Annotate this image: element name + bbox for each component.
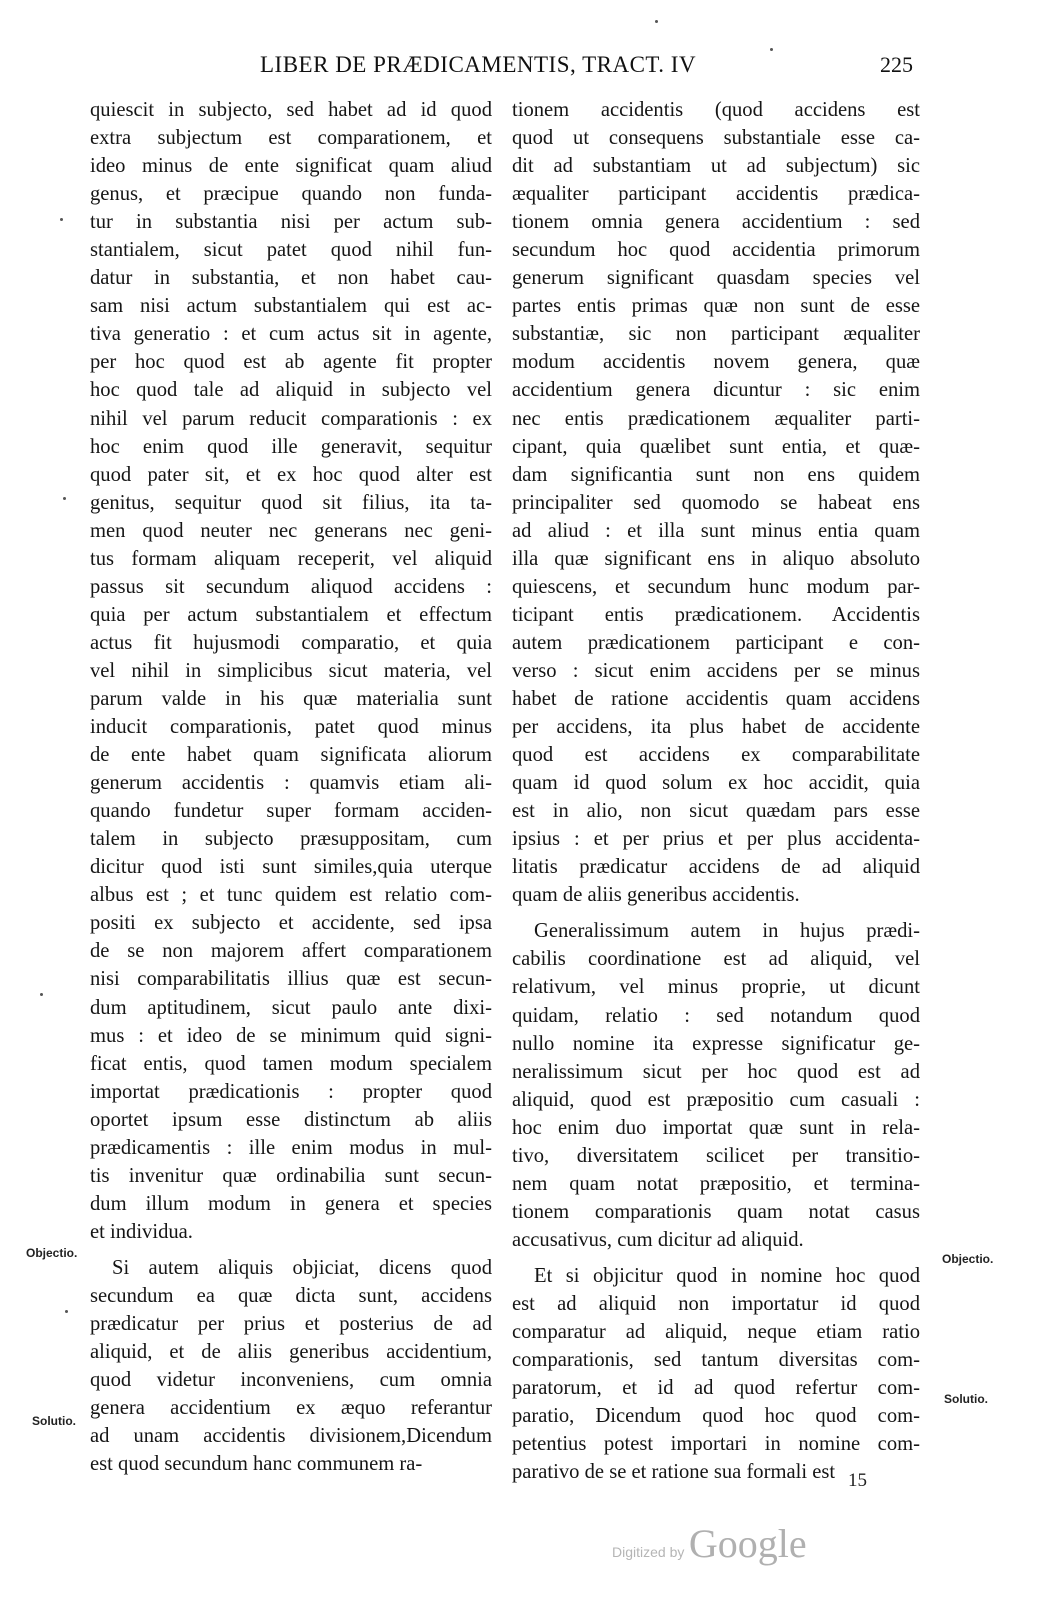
text-line: datur in substantia, et non habet cau- [90, 267, 492, 290]
text-line: paratorum, et id ad quod refertur com- [512, 1377, 920, 1400]
text-line: ficat entis, quod tamen modum specialem [90, 1052, 492, 1075]
text-line: vel nihil in simplicibus sicut materia, vel [90, 659, 492, 682]
text-line: dum illum modum in genera et species [90, 1192, 492, 1215]
text-line: ideo minus de ente significat quam aliud [90, 155, 492, 178]
text-line: quidam, relatio : sed notandum quod [512, 1004, 920, 1027]
text-line: litatis prædicatur accidens de ad aliquid [512, 856, 920, 879]
text-line: Si autem aliquis objiciat, dicens quod [112, 1256, 492, 1279]
page-number: 225 [880, 52, 913, 77]
text-line: stantialem, sicut patet quod nihil fun- [90, 239, 492, 262]
text-line: comparationis, sed tantum diversitas com- [512, 1349, 920, 1372]
text-line: sam nisi actum substantialem qui est ac- [90, 295, 492, 318]
text-line: dum aptitudinem, sicut paulo ante dixi- [90, 996, 492, 1019]
text-line: hoc enim duo importat quæ sunt in rela- [512, 1116, 920, 1139]
speck [770, 48, 773, 51]
signature-mark: 15 [848, 1470, 867, 1491]
text-line: dicitur quod isti sunt similes,quia uterque [90, 856, 492, 879]
text-line: quod pater sit, et ex hoc quod alter est [90, 463, 492, 486]
text-line: est quod secundum hanc communem ra- [90, 1453, 423, 1476]
text-line: Et si objicitur quod in nomine hoc quod [534, 1264, 920, 1287]
text-line: tivo, diversitatem scilicet per transitio- [512, 1144, 920, 1167]
text-line: ad aliud : et illa sunt minus entia quam [512, 519, 920, 542]
text-line: tis invenitur quæ ordinabilia sunt secun- [90, 1164, 492, 1187]
text-line: passus sit secundum aliquod accidens : [90, 575, 492, 598]
text-line: quam de aliis generibus accidentis. [512, 884, 800, 907]
text-line: nisi comparabilitatis illius quæ est secun- [90, 968, 492, 991]
text-line: habet de ratione accidentis quam accidens [512, 687, 920, 710]
text-line: extra subjectum est comparationem, et [90, 127, 492, 150]
text-line: prædicamentis : ille enim modus in mul- [90, 1136, 492, 1159]
text-line: quam id quod solum ex hoc accidit, quia [512, 772, 920, 795]
text-line: quando fundetur super formam acciden- [90, 800, 492, 823]
text-line: cipant, quia quælibet sunt entia, et quæ- [512, 435, 920, 458]
text-line: nec entis prædicationem æqualiter parti- [512, 407, 920, 430]
text-line: secundum ea quæ dicta sunt, accidens [90, 1284, 492, 1307]
text-line: per accidens, ita plus habet de accidente [512, 716, 920, 739]
text-line: accusativus, cum dicitur ad aliquid. [512, 1228, 804, 1251]
speck [65, 1310, 68, 1313]
text-line: modum accidentis novem genera, quæ [512, 351, 920, 374]
text-line: dit ad substantiam ut ad subjectum) sic [512, 155, 920, 178]
right-column [512, 96, 920, 1486]
text-line: ticipant entis prædicationem. Accidentis [512, 603, 920, 626]
text-line: aliquid, quod est præpositio cum casuali : [512, 1088, 920, 1111]
paragraph-gap [512, 1254, 920, 1262]
digitized-watermark [612, 1520, 807, 1567]
text-line: importat prædicationis : propter quod [90, 1080, 492, 1103]
text-line: æqualiter participant accidentis prædica- [512, 183, 920, 206]
text-line: secundum hoc quod accidentia primorum [512, 239, 920, 262]
text-line: generum accidentis : quamvis etiam ali- [90, 772, 492, 795]
margin-note-objectio-right: Objectio. [942, 1252, 994, 1266]
text-line: actus fit hujusmodi comparatio, et quia [90, 631, 492, 654]
text-line: oportet ipsum esse distinctum ab aliis [90, 1108, 492, 1131]
text-line: substantiæ, sic non participant æqualiter [512, 323, 920, 346]
text-line: tus formam aliquam receperit, vel aliquid [90, 547, 492, 570]
speck [60, 218, 63, 221]
text-line: tiva generatio : et cum actus sit in agente, [90, 323, 492, 346]
text-line: quia per actum substantialem et effectum [90, 603, 492, 626]
margin-note-solutio-left: Solutio. [32, 1414, 76, 1428]
text-line: genera accidentium ex æquo referantur [90, 1397, 492, 1420]
text-line: comparatur ad aliquid, neque etiam ratio [512, 1321, 920, 1344]
speck [63, 497, 66, 500]
text-line: relativum, vel minus proprie, ut dicunt [512, 976, 920, 999]
text-line: tionem omnia genera accidentium : sed [512, 211, 920, 234]
text-line: inducit comparationis, patet quod minus [90, 716, 492, 739]
text-line: quod videtur inconveniens, cum omnia [90, 1369, 492, 1392]
text-line: albus est ; et tunc quidem est relatio com- [90, 884, 492, 907]
paragraph-gap [90, 1246, 492, 1254]
text-line: quod ut consequens substantiale esse ca- [512, 127, 920, 150]
text-line: et individua. [90, 1220, 193, 1243]
text-line: parativo de se et ratione sua formali est [512, 1461, 836, 1484]
text-line: genitus, sequitur quod sit filius, ita ta- [90, 491, 492, 514]
text-line: neralissimum sicut per hoc quod est ad [512, 1060, 920, 1083]
text-line: parum valde in his quæ materialia sunt [90, 687, 492, 710]
text-line: tionem comparationis quam notat casus [512, 1200, 920, 1223]
text-line: tur in substantia nisi per actum sub- [90, 211, 492, 234]
margin-note-objectio-left: Objectio. [26, 1246, 78, 1260]
text-line: nem quam notat præpositio, et termina- [512, 1172, 920, 1195]
text-line: generum significant quasdam species vel [512, 267, 920, 290]
digitized-by-label: Digitized by [612, 1544, 685, 1560]
text-line: genus, et præcipue quando non funda- [90, 183, 492, 206]
text-line: accidentium genera dicuntur : sic enim [512, 379, 920, 402]
text-line: principaliter sed quomodo se habeat ens [512, 491, 920, 514]
text-line: cabilis coordinatione est ad aliquid, vel [512, 948, 920, 971]
text-line: aliquid, et de aliis generibus accidentium, [90, 1341, 492, 1364]
left-column [90, 96, 492, 1478]
text-line: men quod neuter nec generans nec geni- [90, 519, 492, 542]
text-line: ipsius : et per prius et per plus accidenta- [512, 828, 920, 851]
text-line: petentius potest importari in nomine com- [512, 1433, 920, 1456]
text-line: hoc enim quod ille generavit, sequitur [90, 435, 492, 458]
text-line: positi ex subjecto et accidente, sed ipsa [90, 912, 492, 935]
text-line: mus : et ideo de se minimum quid signi- [90, 1024, 492, 1047]
text-line: nullo nomine ita expresse significatur ge- [512, 1032, 920, 1055]
paragraph-gap [512, 909, 920, 917]
text-line: autem prædicationem participant e con- [512, 631, 920, 654]
text-line: ad unam accidentis divisionem,Dicendum [90, 1425, 492, 1448]
text-line: de se non majorem affert comparationem [90, 940, 492, 963]
text-line: quiescit in subjecto, sed habet ad id quod [90, 99, 492, 121]
speck [40, 993, 43, 996]
text-line: est in alio, non sicut quædam pars esse [512, 800, 920, 823]
margin-note-solutio-right: Solutio. [944, 1392, 988, 1406]
text-line: quod est accidens ex comparabilitate [512, 744, 920, 767]
text-line: illa quæ significant ens in aliquo absoluto [512, 547, 920, 570]
text-line: talem in subjecto præsuppositam, cum [90, 828, 492, 851]
text-line: de ente habet quam significata aliorum [90, 744, 492, 767]
page-title: LIBER DE PRÆDICAMENTIS, TRACT. IV [260, 52, 697, 77]
text-line: hoc quod tale ad aliquid in subjecto vel [90, 379, 492, 402]
text-line: prædicatur per prius et posterius de ad [90, 1313, 492, 1336]
speck [655, 20, 658, 23]
google-logo: Google [688, 1521, 807, 1566]
text-line: nihil vel parum reducit comparationis : ex [90, 407, 492, 430]
text-line: tionem accidentis (quod accidens est [512, 99, 920, 121]
text-line: verso : sicut enim accidens per se minus [512, 659, 920, 682]
text-line: quiescens, et secundum hunc modum par- [512, 575, 920, 598]
text-line: est ad aliquid non importatur id quod [512, 1292, 920, 1315]
text-line: Generalissimum autem in hujus prædi- [534, 920, 920, 943]
text-line: partes entis primas quæ non sunt de esse [512, 295, 920, 318]
text-line: paratio, Dicendum quod hoc quod com- [512, 1405, 920, 1428]
text-line: per hoc quod est ab agente fit propter [90, 351, 492, 374]
text-line: dam significantia sunt non ens quidem [512, 463, 920, 486]
